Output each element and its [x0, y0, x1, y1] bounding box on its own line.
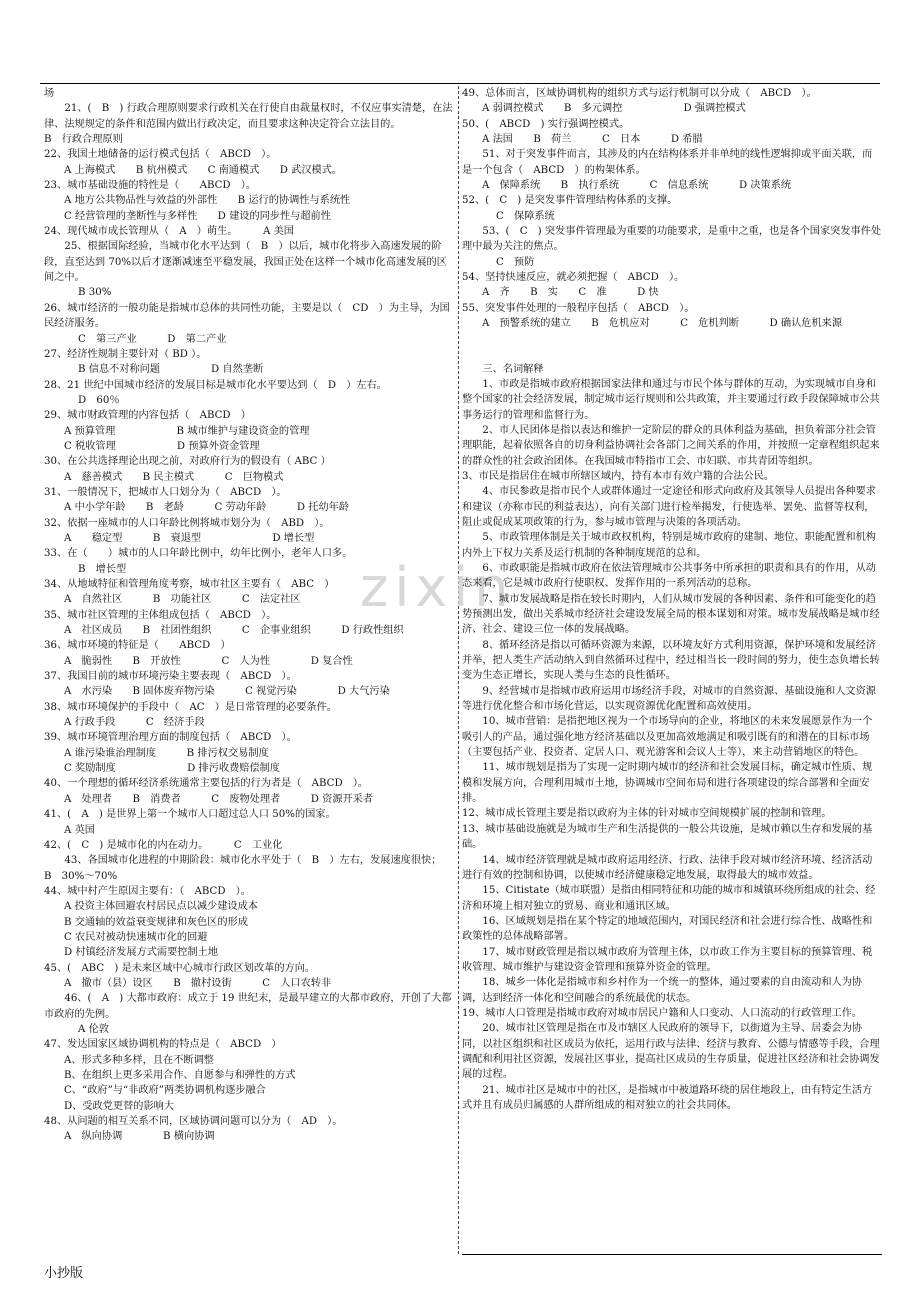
text-line: 46、( A ) 大都市政府：成立于 19 世纪末，是最早建立的大都市政府，开创了大都市政府的先例。 [44, 993, 452, 1020]
text-line: 40、一个理想的循环经济系统通常主要包括的行为者是（ ABCD ）。 [44, 778, 369, 790]
text-line: 9、经营城市是指城市政府运用市场经济手段，对城市的自然资源、基础设施和人文资源等进行优化整合和市场化营运，以实现资源优化配置和高效使用。 [462, 685, 876, 713]
text-line: C 奖励制度 D 排污收费赔偿制度 [64, 763, 280, 775]
text-line: 8、循环经济是指以可循环资源为来源，以环境友好方式利用资源，保护环境和发展经济并举，把人类生产活动纳入到自然循环过程中，经过相当长一段时间的努力，使生态负增长转变为生态正增长，实现人类与生态的良性循环。 [462, 639, 880, 682]
text-line: A 脆弱性 B 开放性 C 人为性 D 复合性 [64, 655, 353, 667]
text-line: B 交通轴的效益衰变规律和灰色区的形成 [64, 916, 248, 928]
text-line: 18、城乡一体化是指城市和乡村作为一个统一的整体，通过要素的自由流动和人为协调，达到经济一体化和空间融合的系统最优的状态。 [462, 977, 863, 1004]
text-line: C 预防 [496, 256, 535, 268]
text-line: 38、城市环境保护的手段中（ AC ）是日常管理的必要条件。 [44, 701, 337, 713]
text-line: 22、我国土地储备的运行模式包括（ ABCD ）。 [44, 149, 277, 161]
text-line: 三、名词解释 [482, 363, 544, 375]
text-line: 28、21 世纪中国城市经济的发展目标是城市化水平要达到（ D ）左右。 [44, 379, 387, 391]
top-rule [40, 83, 880, 84]
text-line: A 弱调控模式 B 多元调控 D 强调控模式 [482, 103, 746, 115]
text-line: A 慈善模式 B 民主模式 C 巨物模式 [64, 471, 284, 483]
text-line: A 地方公共物品性与效益的外部性 B 运行的协调性与系统性 [64, 195, 351, 207]
text-line: A 自然社区 B 功能社区 C 法定社区 [64, 594, 301, 606]
text-line: 36、城市环境的特征是（ ABCD ） [44, 640, 231, 652]
text-line: A 处理者 B 消费者 C 废物处理者 D 资源开采者 [64, 793, 374, 805]
text-line [462, 332, 882, 362]
text-line: C 第三产业 D 第二产业 [78, 333, 227, 345]
text-line: 7、城市发展战略是指在较长时期内，人们从城市发展的各种因素、条件和可能变化的趋势预测出发，做出关系城市经济社会建设发展全局的根本谋划和对策。城市发展战略是城市经济、社会、建设三位一体的发展战略。 [462, 593, 880, 636]
text-line: B、在组织上更多采用合作、自愿参与和弹性的方式 [64, 1070, 296, 1081]
text-line: 49、总体而言，区域协调机构的组织方式与运行机制可以分成（ ABCD ）。 [462, 88, 817, 99]
text-line: 1、市政是指城市政府根据国家法律和通过与市民个体与群体的互动，为实现城市自身和整个国家的社会经济发展，制定城市运行规则和公共政策，并主要通过行政手段保障城市公共事务运行的管理和监督行为。 [462, 378, 880, 421]
text-line: 52、( C ) 是突发事件管理结构体系的支撑。 [462, 195, 678, 207]
text-line: 26、城市经济的一般功能是指城市总体的共同性功能，主要是以（ CD ）为主导，为国民经济服务。 [44, 302, 450, 330]
text-line: 42、( C ) 是城市化的内在动力。 C 工业化 [44, 839, 283, 851]
text-line: A 稳定型 B 衰退型 D 增长型 [64, 532, 315, 544]
text-line: C 经营管理的垄断性与多样性 D 建设的同步性与超前性 [64, 210, 331, 222]
text-line: 34、从地域特征和管理角度考察，城市社区主要有（ ABC ） [44, 579, 335, 590]
text-line: C 保障系统 [496, 210, 555, 222]
text-line: A 谁污染谁治理制度 B 排污权交易制度 [64, 747, 269, 759]
text-line: 5、市政管理体制是关于城市政权机构，特别是城市政府的建制、地位、职能配置和机构内外上下权力关系及运行机制的各种制度规范的总和。 [462, 532, 876, 559]
bottom-rule [462, 1254, 882, 1255]
text-line: 37、我国目前的城市环境污染主要表现（ ABCD ）。 [44, 671, 297, 683]
text-line: 3、市民是指居住在城市所辖区域内，持有本市有效户籍的合法公民。 [462, 470, 775, 482]
text-line: 45、( ABC ) 是未来区域中心城市行政区划改革的方向。 [44, 962, 316, 974]
text-line: 11、城市规划是指为了实现一定时期内城市的经济和社会发展目标，确定城市性质、规模和发展方向，合理利用城市土地，协调城市空间布局和进行各项建设的综合部署和全面安排。 [462, 762, 873, 805]
text-line: 21、( B ) 行政合理原则要求行政机关在行使自由裁量权时，不仅应事实清楚，在法律、法规规定的条件和范围内做出行政决定，而且要求这种决定符合立法目的。 [44, 103, 453, 130]
text-line: A 撤市（县）设区 B 撤村设街 C 人口农转非 [64, 977, 332, 989]
column-divider [458, 86, 459, 1254]
text-line: 50、( ABCD ) 实行强调控模式。 [462, 118, 630, 130]
text-line: 47、发达国家区域协调机构的特点是（ ABCD ） [44, 1039, 282, 1051]
text-line: D、受政党更替的影响大 [64, 1100, 175, 1112]
text-line: 场 [44, 88, 55, 99]
text-line: 10、城市营销：是指把地区视为一个市场导向的企业，将地区的未来发展愿景作为一个吸引人的产品，通过强化地方经济基础以及更加高效地满足和吸引既有的和潜在的目标市场（主要包括产业、投资者、定居人口、观光游客和会议人士等），来主动营销地区的特色。 [462, 716, 873, 759]
text-line: 39、城市环境管理治理方面的制度包括（ ABCD ）。 [44, 732, 297, 744]
text-line: A 水污染 B 固体废弃物污染 C 视觉污染 D 大气污染 [64, 686, 390, 698]
text-line: C 税收管理 D 预算外资金管理 [64, 440, 260, 452]
text-line: 16、区域规划是指在某个特定的地域范围内，对国民经济和社会进行综合性、战略性和政策性的总体战略部署。 [462, 915, 873, 943]
text-line: 44、城中村产生原因主要有：（ ABCD ）。 [44, 885, 251, 897]
right-column [462, 86, 882, 1113]
text-line: B 30% [78, 287, 112, 299]
text-line: C、“政府”与“非政府”两类协调机构逐步融合 [64, 1085, 266, 1097]
text-line: A 上海模式 B 杭州模式 C 南通模式 D 武汉模式。 [64, 164, 343, 176]
text-line: 43、各国城市化进程的中期阶段：城市化水平处于（ B ）左右，发展速度很快； B 30%～70% [44, 855, 488, 882]
watermark: zixin [360, 556, 515, 619]
text-line: 25、根据国际经验，当城市化水平达到（ B ）以后，城市化将步入高速发展的阶段，直至达到 70%以后才逐渐减速至平稳发展，我国正处在这样一个城市化高速发展的区间之中。 [44, 241, 447, 284]
text-line: 21、城市社区是城市中的社区，是指城市中被道路环绕的居住地段上，由有特定生活方式并且有成员归属感的人群所组成的相对独立的社会共同体。 [462, 1084, 873, 1111]
text-line: A 齐 B 实 C 准 D 快 [482, 287, 659, 299]
text-line: A 社区成员 B 社团性组织 C 企事业组织 D 行政性组织 [64, 625, 404, 637]
text-line: D 村镇经济发展方式需要控制土地 [64, 947, 219, 959]
text-line: A 行政手段 C 经济手段 [64, 717, 205, 729]
text-line: A 中小学年龄 B 老龄 C 劳动年龄 D 托幼年龄 [64, 502, 350, 514]
text-line: A、形式多种多样，且在不断调整 [64, 1054, 214, 1066]
text-line: A 伦敦 [78, 1023, 109, 1035]
text-line: 31、一般情况下，把城市人口划分为（ ABCD ）。 [44, 486, 287, 498]
text-line: 54、坚持快速反应，就必须把握（ ABCD ）。 [462, 272, 685, 284]
text-line: A 法国 B 荷兰 C 日本 D 希腊 [482, 134, 703, 146]
text-line: A 英国 [64, 824, 95, 836]
text-line: B 行政合理原则 [44, 134, 123, 146]
text-line: 33、在（ ）城市的人口年龄比例中，幼年比例小，老年人口多。 [44, 548, 353, 560]
text-line: 24、现代城市成长管理从（ A ）萌生。 A 美国 [44, 226, 294, 238]
text-line: 4、市民参政是指市民个人或群体通过一定途径和形式向政府及其领导人员提出各种要求和建议（亦称市民的利益表达），向有关部门进行检举揭发，行使选举、罢免、监督等权利，阻止或促成某项政策的行为，参与城市管理与决策的各项活动。 [462, 486, 876, 528]
text-line: 12、城市成长管理主要是指以政府为主体的针对城市空间规模扩展的控制和管理。 [462, 808, 832, 820]
text-line: A 纵向协调 B 横向协调 [64, 1131, 215, 1143]
left-column [44, 86, 488, 1145]
text-line: 17、城市财政管理是指以城市政府为管理主体，以市政工作为主要目标的预算管理、税收管理、城市维护与建设资金管理和预算外资金的管理。 [462, 946, 873, 973]
footer-label: 小抄版 [44, 1266, 84, 1281]
text-line: C 农民对被动快速城市化的回避 [64, 931, 208, 943]
text-line: 15、Citistate（城市联盟）是指由相同特征和功能的城市和城镇环绕所组成的社会、经济和环境上相对独立的贸易、商业和通讯区域。 [462, 885, 876, 912]
text-line: 6、市政职能是指城市政府在依法管理城市公共事务中所承担的职责和具有的作用，从动态来看，它是城市政府行使职权、发挥作用的一系列活动的总称。 [462, 562, 876, 590]
text-line: 51、对于突发事件而言，其涉及的内在结构体系并非单纯的线性逻辑抑或平面关联，而是一个包含（ ABCD ）的构架体系。 [462, 149, 873, 176]
text-line: 23、城市基础设施的特性是（ ABCD ）。 [44, 180, 257, 192]
text-line: A 预警系统的建立 B 危机应对 C 危机判断 D 确认危机来源 [482, 318, 843, 330]
text-line: A 投资主体回避农村居民点以减少建设成本 [64, 901, 258, 913]
text-line: 29、城市财政管理的内容包括（ ABCD ） [44, 410, 251, 422]
text-line: 14、城市经济管理就是城市政府运用经济、行政、法律手段对城市经济环境、经济活动进行有效的控制和协调，以使城市经济健康稳定地发展，取得最大的城市效益。 [462, 854, 873, 881]
text-line: 55、突发事件处理的一般程序包括（ ABCD ）。 [462, 302, 695, 314]
text-line: 32、依据一座城市的人口年龄比例将城市划分为（ ABD ）。 [44, 517, 330, 529]
text-line: 48、从问题的相互关系不同，区域协调问题可以分为（ AD ）。 [44, 1116, 343, 1128]
text-line: 30、在公共选择理论出现之前，对政府行为的假设有（ ABC ） [44, 456, 331, 468]
text-line: 35、城市社区管理的主体组成包括（ ABCD ）。 [44, 609, 277, 621]
text-line: A 预算管理 B 城市维护与建设资金的管理 [64, 425, 310, 437]
text-line: D 60％ [78, 394, 120, 406]
text-line: 2、市人民团体是指以表达和维护一定阶层的群众的具体利益为基础，担负着部分社会管理职能，起着依照各自的切身利益协调社会各部门之间关系的作用，并按照一定章程组织起来的群众性的社会政治团体。在我国城市特指市工会、市妇联、市共青团等组织。 [462, 424, 880, 467]
text-line: 53、( C ) 突发事件管理最为重要的功能要求，是重中之重，也是各个国家突发事件处理中最为关注的焦点。 [462, 226, 882, 253]
text-line: A 保障系统 B 执行系统 C 信息系统 D 决策系统 [482, 180, 792, 192]
text-line: B 信息不对称问题 D 自然垄断 [78, 364, 264, 376]
text-line: 19、城市人口管理是指城市政府对城市居民户籍和人口变动、人口流动的行政管理工作。 [462, 1007, 863, 1019]
text-line: 20、城市社区管理是指在市及市辖区人民政府的领导下，以街道为主导、居委会为协同，以社区组织和社区成员为依托，运用行政与法律、经济与教育、公德与情感等手段，合理调配和利用社区资源，发展社区事业，提高社区成员的生存质量，促进社区经济和社会协调发展的过程。 [462, 1023, 880, 1081]
text-line: B 增长型 [78, 563, 127, 575]
text-line: 13、城市基础设施就是为城市生产和生活提供的一般公共设施，是城市赖以生存和发展的基础。 [462, 823, 873, 851]
text-line: 27、经济性规制主要针对（ BD ）。 [44, 348, 207, 360]
text-line: 41、( A ) 是世界上第一个城市人口超过总人口 50%的国家。 [44, 809, 336, 821]
